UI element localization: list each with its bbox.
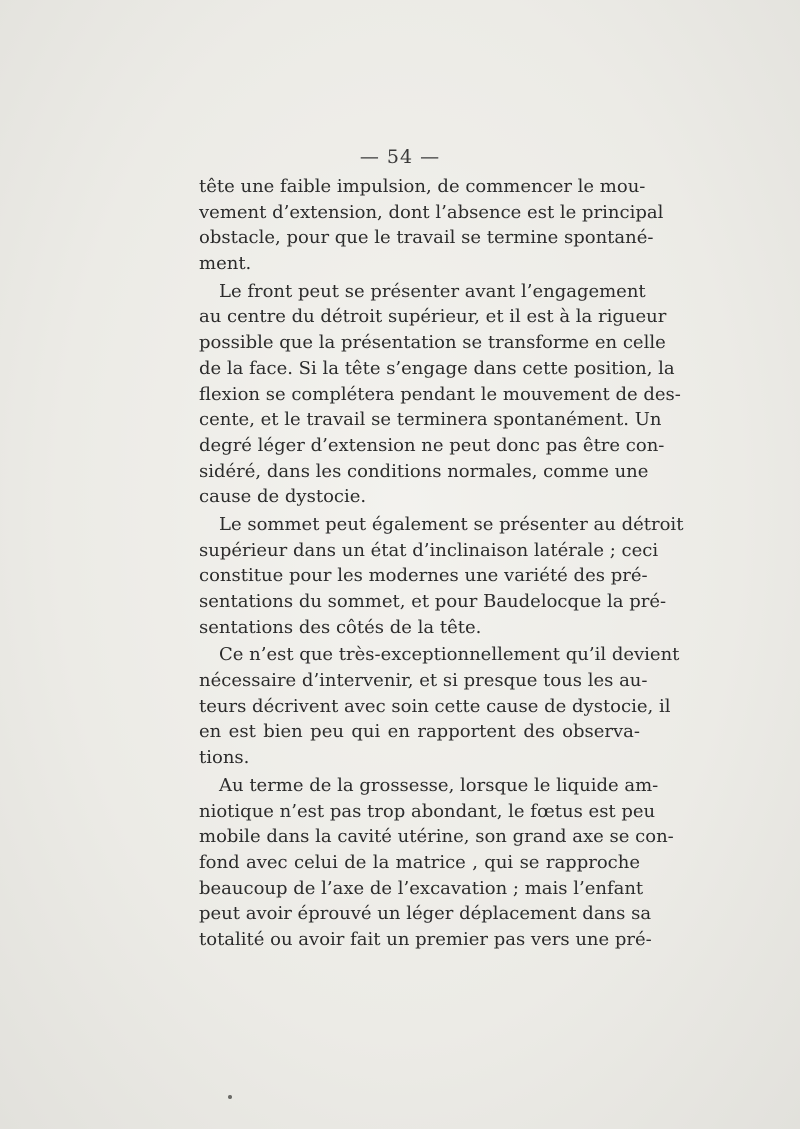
text-line: sentations du sommet, et pour Baudelocque la pré- bbox=[199, 591, 667, 612]
text-line: constitue pour les modernes une variété des pré- bbox=[199, 565, 648, 587]
page-number: — 54 — bbox=[359, 146, 441, 168]
text-line: teurs décrivent avec soin cette cause de dystocie, il bbox=[199, 695, 671, 717]
text-line: sentations des côtés de la tête. bbox=[199, 616, 482, 638]
text-line: possible que la présentation se transforme en celle bbox=[199, 332, 666, 354]
text-line: degré léger d’extension ne peut donc pas être con- bbox=[199, 434, 665, 456]
text-line: totalité ou avoir fait un premier pas vers une pré- bbox=[199, 928, 652, 950]
text-line: au centre du détroit supérieur, et il est à la rigueur bbox=[199, 306, 667, 328]
paragraph-5 bbox=[199, 773, 674, 953]
text-line: beaucoup de l’axe de l’excavation ; mais l’enfant bbox=[199, 877, 644, 899]
paragraph-3 bbox=[199, 512, 684, 640]
text-line: cente, et le travail se terminera spontanément. Un bbox=[199, 409, 662, 431]
text-line: Ce n’est que très-exceptionnellement qu’il devient bbox=[219, 644, 680, 666]
text-line: Le front peut se présenter avant l’engagement bbox=[219, 280, 646, 302]
text-line: vement d’extension, dont l’absence est le principal bbox=[199, 201, 664, 223]
text-line: cause de dystocie. bbox=[199, 486, 367, 508]
text-line: Le sommet peut également se présenter au détroit bbox=[219, 513, 684, 535]
paragraph-4 bbox=[199, 642, 680, 770]
text-line: ment. bbox=[199, 253, 252, 275]
text-line: obstacle, pour que le travail se termine spontané- bbox=[199, 227, 654, 249]
text-line: flexion se complétera pendant le mouvement de des- bbox=[199, 383, 681, 405]
text-line: Au terme de la grossesse, lorsque le liquide am- bbox=[219, 774, 659, 796]
text-line: supérieur dans un état d’inclinaison latérale ; ceci bbox=[199, 539, 659, 561]
text-line: tête une faible impulsion, de commencer le mou- bbox=[199, 176, 646, 197]
paper-speck bbox=[228, 1095, 232, 1099]
text-line: fond avec celui de la matrice , qui se rapproche bbox=[199, 851, 640, 873]
text-line: tions. bbox=[199, 747, 250, 769]
text-line: de la face. Si la tête s’engage dans cette position, la bbox=[199, 357, 675, 379]
text-line: mobile dans la cavité utérine, son grand axe se con- bbox=[199, 826, 674, 848]
paragraph-2 bbox=[199, 279, 681, 510]
text-line: peut avoir éprouvé un léger déplacement dans sa bbox=[199, 903, 652, 925]
text-line: sidéré, dans les conditions normales, comme une bbox=[199, 460, 649, 482]
text-line: nécessaire d’intervenir, et si presque tous les au- bbox=[199, 670, 648, 692]
body-text bbox=[199, 174, 684, 953]
text-line: en est bien peu qui en rapportent des observa- bbox=[199, 721, 640, 743]
text-line: niotique n’est pas trop abondant, le fœtus est peu bbox=[199, 800, 656, 822]
paragraph-1 bbox=[199, 174, 664, 277]
